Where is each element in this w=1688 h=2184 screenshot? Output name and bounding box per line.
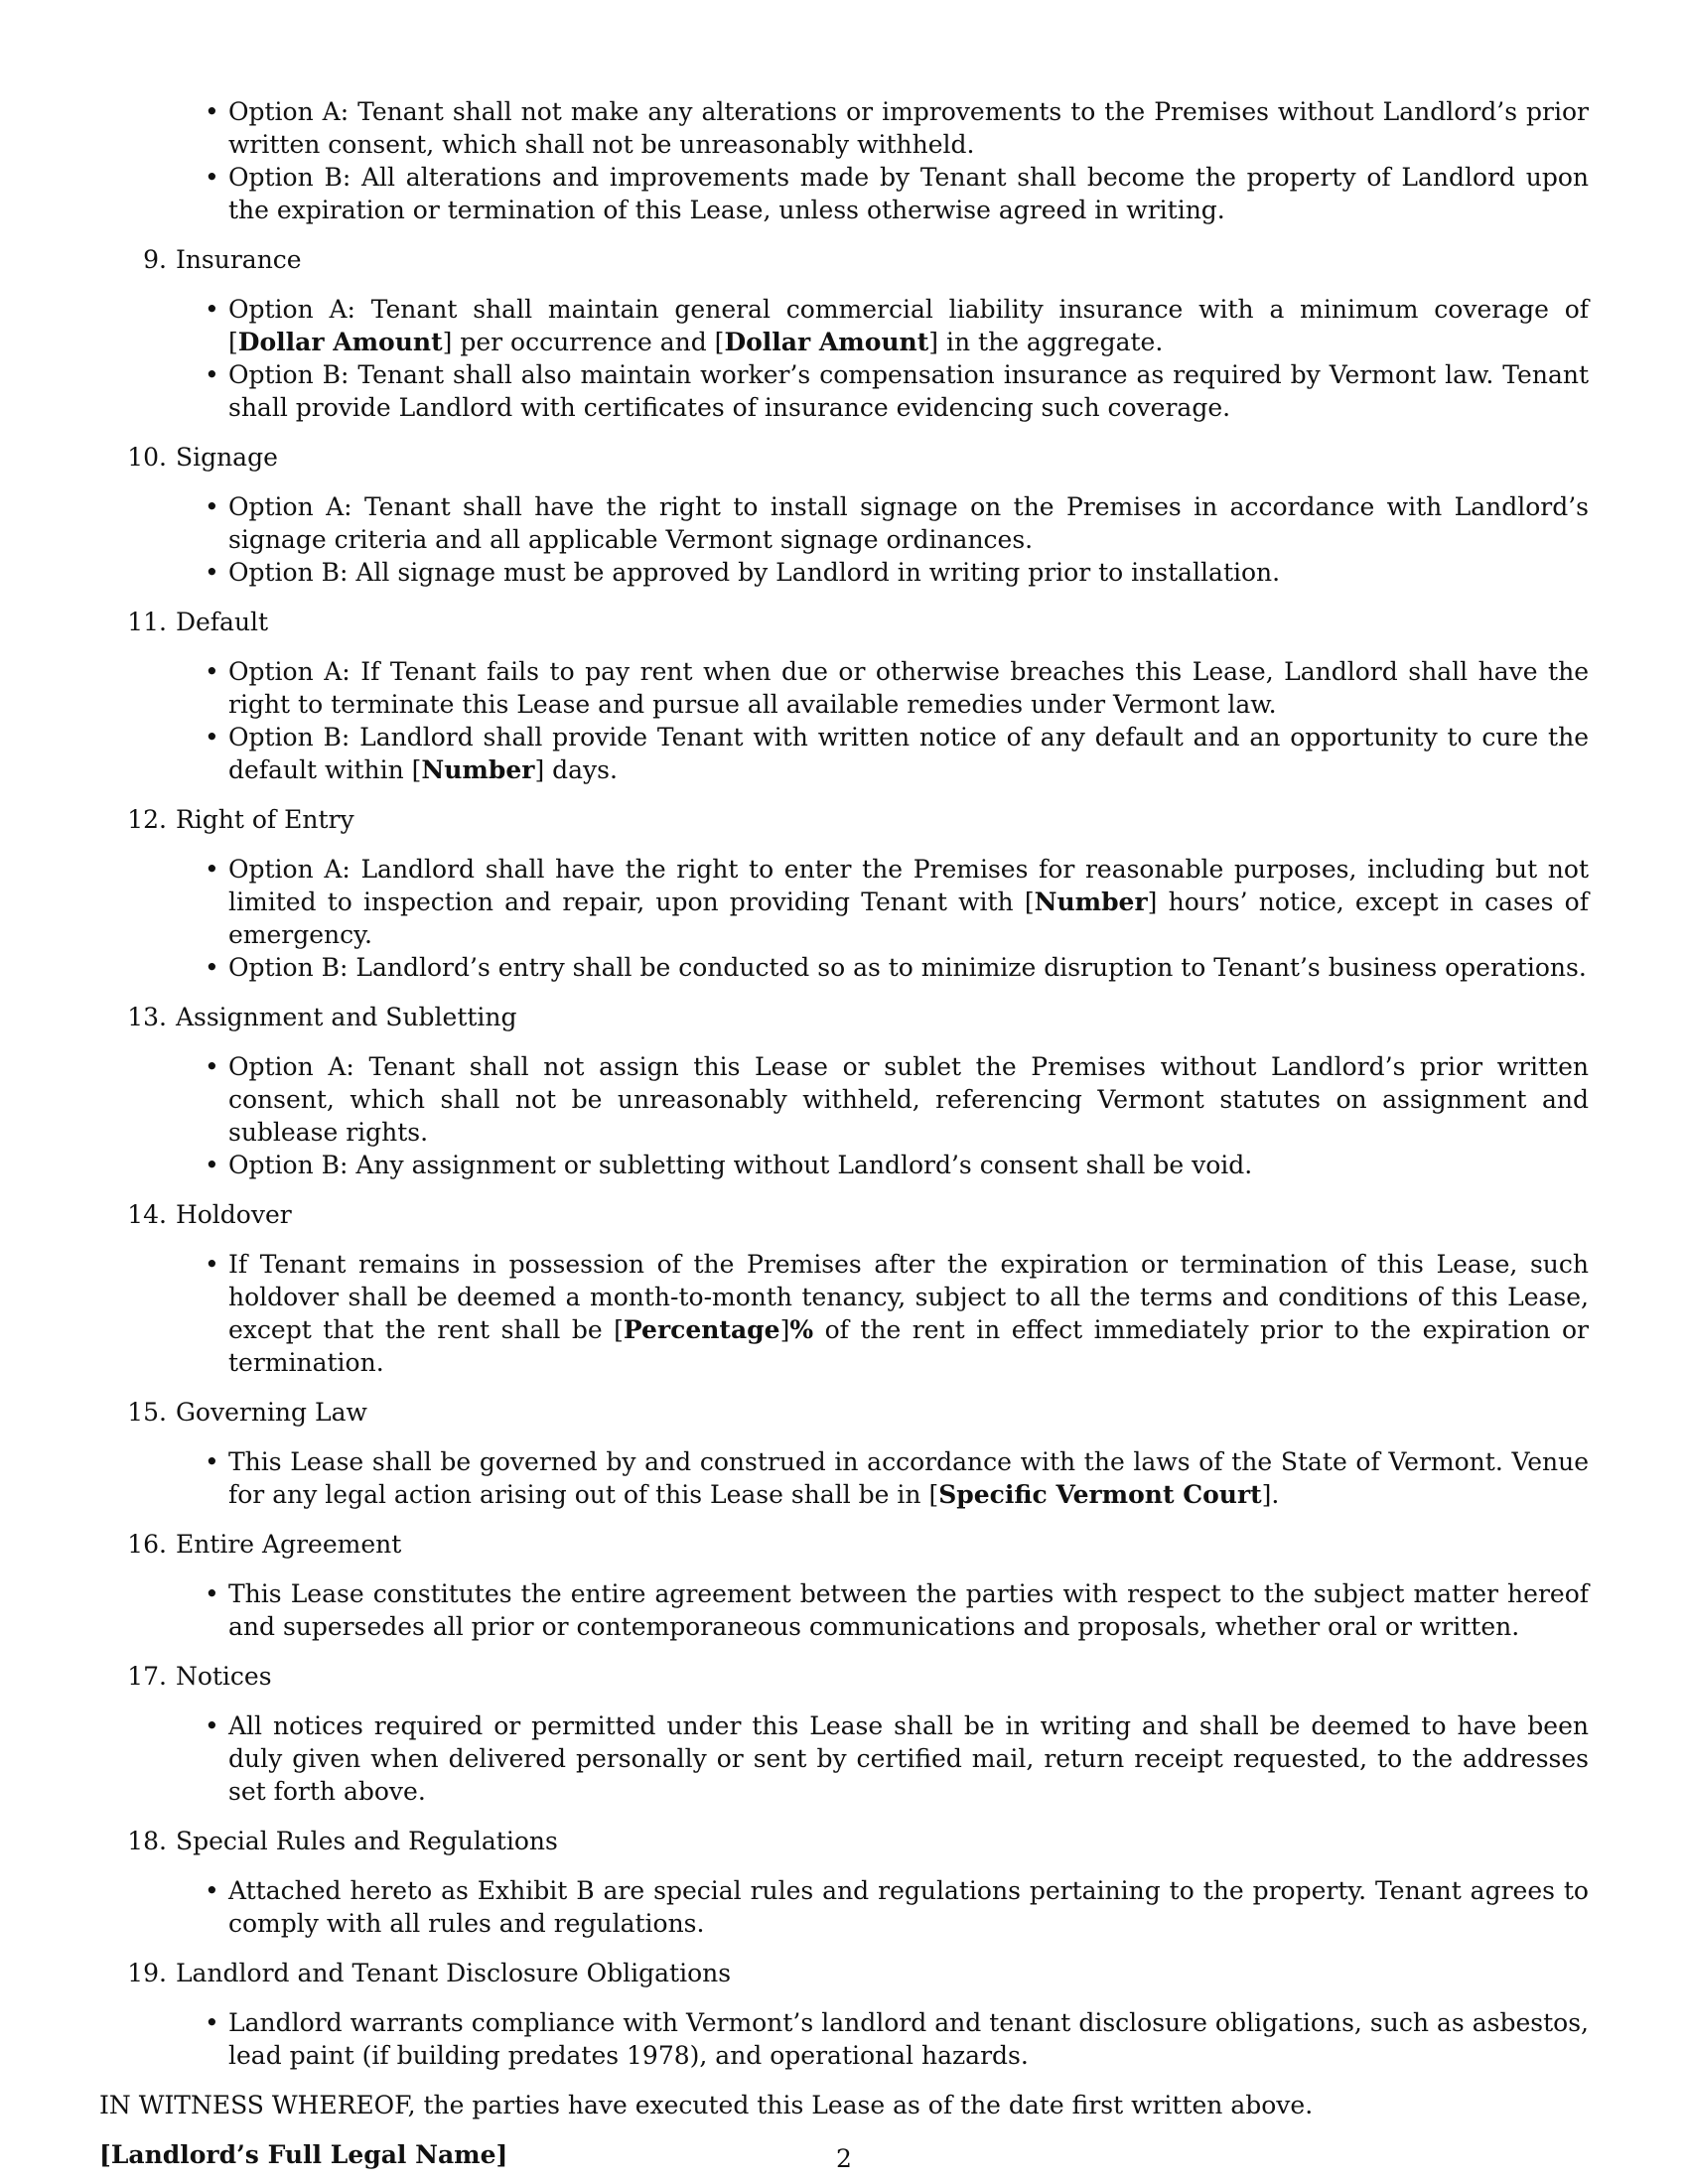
section-number: 19. bbox=[127, 1959, 167, 1987]
section-bullet-list bbox=[99, 655, 1589, 786]
bullet-item: • Option B: Landlord shall provide Tenant with written notice of any default and an opportunity to cure the default within [Number] days. bbox=[228, 721, 1589, 786]
lease-section bbox=[99, 1396, 1589, 1511]
bullet-item: • Option B: Any assignment or subletting without Landlord’s consent shall be void. bbox=[228, 1149, 1589, 1181]
witness-statement: IN WITNESS WHEREOF, the parties have executed this Lease as of the date first written above. bbox=[99, 2091, 1314, 2119]
section-bullet-list bbox=[99, 490, 1589, 589]
section-heading bbox=[99, 606, 1589, 638]
section-title: Right of Entry bbox=[168, 805, 354, 834]
section-bullet-list bbox=[99, 853, 1589, 984]
bullet-item: • Option B: All signage must be approved by Landlord in writing prior to installation. bbox=[228, 556, 1589, 589]
section-heading bbox=[99, 1001, 1589, 1033]
bullet-item: • Option A: Tenant shall not make any alterations or improvements to the Premises without Landlord’s prior written consent, which shall not be unreasonably withheld. bbox=[228, 95, 1589, 161]
section-title: Default bbox=[168, 608, 269, 636]
section-number: 16. bbox=[127, 1530, 167, 1559]
section-heading bbox=[99, 1396, 1589, 1429]
section-title: Special Rules and Regulations bbox=[168, 1827, 558, 1855]
section-heading bbox=[99, 1198, 1589, 1231]
placeholder-field: Number bbox=[421, 755, 535, 784]
section-bullet-list bbox=[99, 1577, 1589, 1643]
lease-section bbox=[99, 803, 1589, 984]
bullet-item: • Option A: Landlord shall have the right to enter the Premises for reasonable purposes, including but not limited to inspection and repair, upon providing Tenant with [Number] hours’ notice, except in cases of emergency. bbox=[228, 853, 1589, 951]
bullet-item: • Option A: Tenant shall maintain general commercial liability insurance with a minimum coverage of [Dollar Amount] per occurrence and [Dollar Amount] in the aggregate. bbox=[228, 293, 1589, 358]
section-bullet-list bbox=[99, 1874, 1589, 1940]
bullet-item: • Option A: Tenant shall have the right to install signage on the Premises in accordance with Landlord’s signage criteria and all applicable Vermont signage ordinances. bbox=[228, 490, 1589, 556]
bullet-item: • Landlord warrants compliance with Vermont’s landlord and tenant disclosure obligations, such as asbestos, lead paint (if building predates 1978), and operational hazards. bbox=[228, 2006, 1589, 2072]
sections-list bbox=[99, 243, 1589, 2072]
lease-section bbox=[99, 243, 1589, 424]
lease-section bbox=[99, 1198, 1589, 1379]
section-number: 10. bbox=[127, 443, 167, 472]
intro-bullet-list bbox=[99, 95, 1589, 226]
placeholder-field: % bbox=[789, 1315, 814, 1344]
section-bullet-list bbox=[99, 293, 1589, 424]
section-heading bbox=[99, 441, 1589, 474]
lease-section bbox=[99, 441, 1589, 589]
placeholder-field: Specific Vermont Court bbox=[938, 1480, 1262, 1509]
lease-section bbox=[99, 1825, 1589, 1940]
placeholder-field: Number bbox=[1034, 887, 1148, 916]
bullet-item: • Option B: All alterations and improvements made by Tenant shall become the property of Landlord upon the expiration or termination of this Lease, unless otherwise agreed in writing. bbox=[228, 161, 1589, 226]
bullet-item: • Option A: Tenant shall not assign this Lease or sublet the Premises without Landlord’s prior written consent, which shall not be unreasonably withheld, referencing Vermont statutes on assignment and sublease rights. bbox=[228, 1050, 1589, 1149]
lease-section bbox=[99, 606, 1589, 786]
bullet-item: • This Lease constitutes the entire agreement between the parties with respect to the subject matter hereof and supersedes all prior or contemporaneous communications and proposals, whether oral or written. bbox=[228, 1577, 1589, 1643]
section-title: Governing Law bbox=[168, 1398, 367, 1427]
section-title: Landlord and Tenant Disclosure Obligations bbox=[168, 1959, 732, 1987]
lease-section bbox=[99, 1528, 1589, 1643]
section-heading bbox=[99, 1957, 1589, 1989]
bullet-item: • All notices required or permitted under this Lease shall be in writing and shall be deemed to have been duly given when delivered personally or sent by certified mail, return receipt requested, to the addresses set forth above. bbox=[228, 1709, 1589, 1808]
bullet-item: • Option B: Landlord’s entry shall be conducted so as to minimize disruption to Tenant’s business operations. bbox=[228, 951, 1589, 984]
section-bullet-list bbox=[99, 1248, 1589, 1379]
document-page bbox=[99, 95, 1589, 2171]
section-heading bbox=[99, 803, 1589, 836]
bullet-item: • Option B: Tenant shall also maintain worker’s compensation insurance as required by Vermont law. Tenant shall provide Landlord with certificates of insurance evidencing such coverage. bbox=[228, 358, 1589, 424]
section-heading bbox=[99, 1825, 1589, 1857]
section-number: 18. bbox=[127, 1827, 167, 1855]
section-title: Assignment and Subletting bbox=[168, 1003, 517, 1031]
landlord-name-placeholder: [Landlord’s Full Legal Name] bbox=[99, 2140, 508, 2169]
section-number: 12. bbox=[127, 805, 167, 834]
section-number: 17. bbox=[127, 1662, 167, 1691]
section-number: 13. bbox=[127, 1003, 167, 1031]
section-bullet-list bbox=[99, 1050, 1589, 1181]
bullet-item: • Attached hereto as Exhibit B are special rules and regulations pertaining to the property. Tenant agrees to comply with all rules and regulations. bbox=[228, 1874, 1589, 1940]
section-number: 11. bbox=[127, 608, 167, 636]
section-title: Signage bbox=[168, 443, 278, 472]
lease-section bbox=[99, 1001, 1589, 1181]
section-title: Insurance bbox=[168, 245, 302, 274]
section-number: 15. bbox=[127, 1398, 167, 1427]
section-title: Entire Agreement bbox=[168, 1530, 402, 1559]
section-heading bbox=[99, 1528, 1589, 1561]
section-bullet-list bbox=[99, 1445, 1589, 1511]
section-title: Holdover bbox=[168, 1200, 292, 1229]
placeholder-field: Percentage bbox=[623, 1315, 780, 1344]
section-number: 14. bbox=[127, 1200, 167, 1229]
placeholder-field: Dollar Amount bbox=[237, 328, 443, 356]
bullet-item: • If Tenant remains in possession of the Premises after the expiration or termination of this Lease, such holdover shall be deemed a month-to-month tenancy, subject to all the terms and conditions of this Lease, except that the rent shall be [Percentage]% of the rent in effect immediately prior to the expiration or termination. bbox=[228, 1248, 1589, 1379]
section-bullet-list bbox=[99, 2006, 1589, 2072]
lease-section bbox=[99, 1660, 1589, 1808]
section-number: 9. bbox=[143, 245, 167, 274]
bullet-item: • This Lease shall be governed by and construed in accordance with the laws of the State of Vermont. Venue for any legal action arising out of this Lease shall be in [Specific Vermont Court]. bbox=[228, 1445, 1589, 1511]
section-heading bbox=[99, 1660, 1589, 1693]
section-bullet-list bbox=[99, 1709, 1589, 1808]
page-number: 2 bbox=[836, 2144, 852, 2173]
section-title: Notices bbox=[168, 1662, 272, 1691]
section-heading bbox=[99, 243, 1589, 276]
bullet-item: • Option A: If Tenant fails to pay rent when due or otherwise breaches this Lease, Landlord shall have the right to terminate this Lease and pursue all available remedies under Vermont law. bbox=[228, 655, 1589, 721]
lease-section bbox=[99, 1957, 1589, 2072]
placeholder-field: Dollar Amount bbox=[724, 328, 929, 356]
